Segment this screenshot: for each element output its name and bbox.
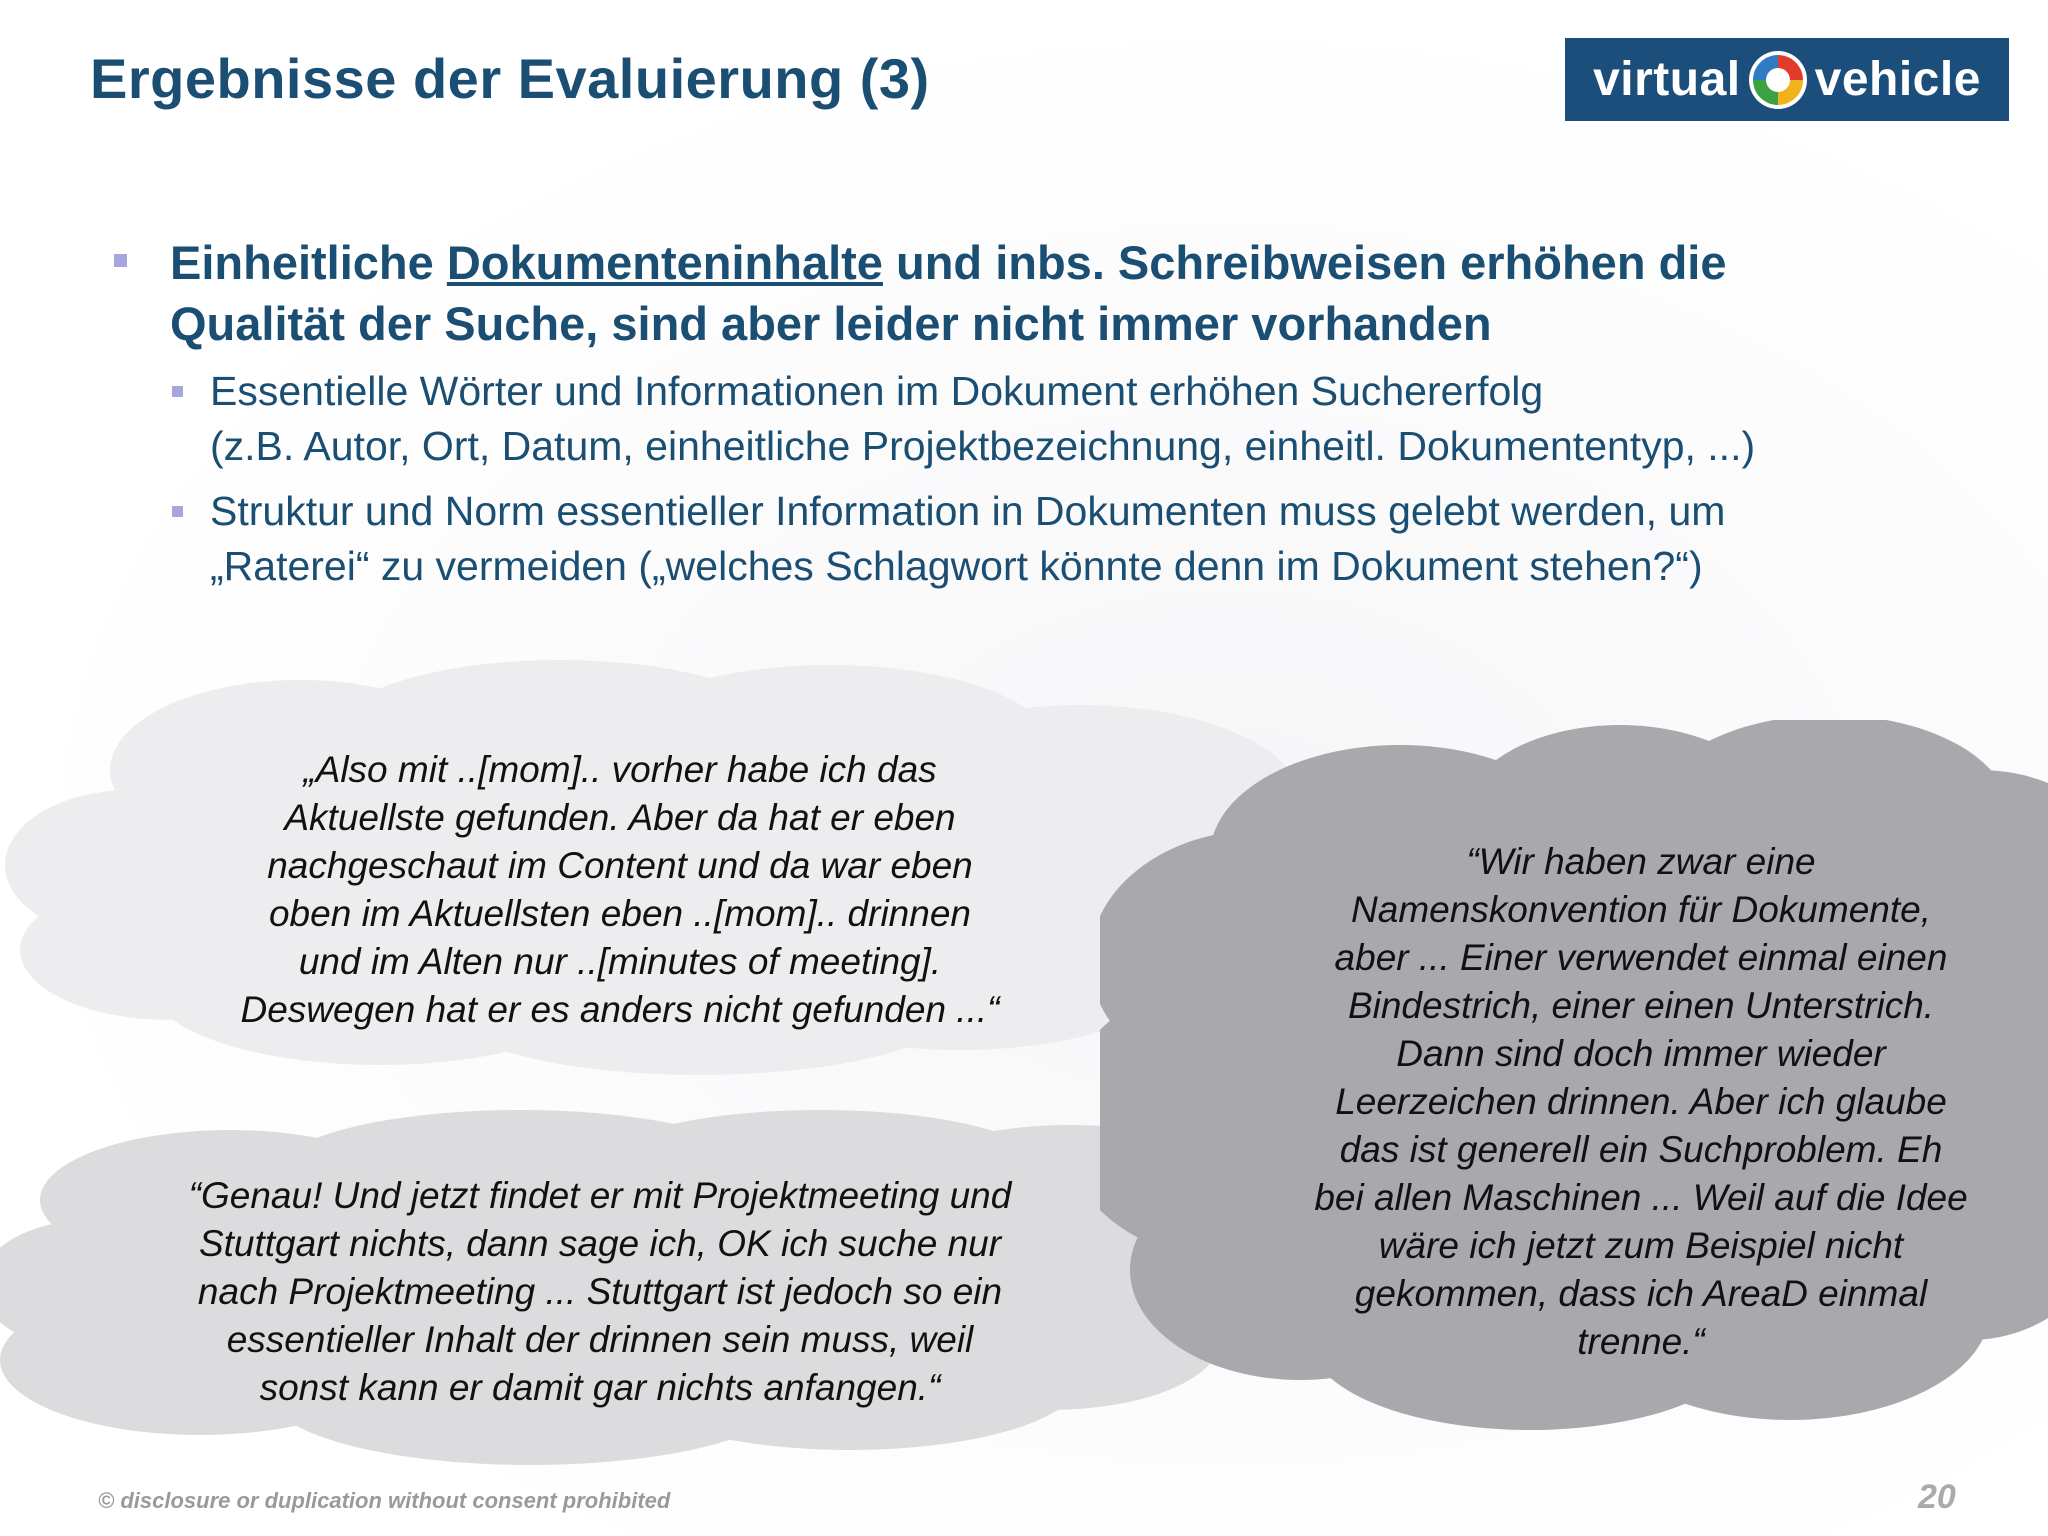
quote-line: Deswegen hat er es anders nicht gefunden ...“ [240,989,1000,1030]
footer-disclaimer: © disclosure or duplication without consent prohibited [98,1488,671,1513]
quote-line: trenne.“ [1577,1321,1705,1362]
quote-line: nachgeschaut im Content und da war eben [267,845,973,886]
quote-line: und im Alten nur ..[minutes of meeting]. [298,941,942,982]
quote-right [1276,838,2006,1366]
quote-line: oben im Aktuellsten eben ..[mom].. drinnen [268,893,971,934]
quote-line: gekommen, dass ich AreaD einmal [1354,1273,1928,1314]
main-bullet-text-2: und inbs. Schreibweisen erhöhen die [882,236,1727,289]
page-title: Ergebnisse der Evaluierung (3) [90,47,930,110]
main-bullet-underlined: Dokumenteninhalte [446,236,883,289]
quote-line: Aktuellste gefunden. Aber da hat er eben [284,797,956,838]
quote-line: Namenskonvention für Dokumente, [1351,889,1931,930]
sub-bullet-2 [210,484,1990,594]
quote-line: “Wir haben zwar eine [1466,841,1816,882]
quote-line: Leerzeichen drinnen. Aber ich glaube [1335,1081,1947,1122]
sub-bullet-2-line1: Struktur und Norm essentieller Information in Dokumenten muss gelebt werden, um [210,488,1726,534]
main-bullet [170,232,1970,354]
quote-line: sonst kann er damit gar nichts anfangen.“ [259,1367,941,1408]
quote-line: wäre ich jetzt zum Beispiel nicht [1378,1225,1904,1266]
quote-line: Bindestrich, einer einen Unterstrich. [1347,985,1935,1026]
quote-line: Stuttgart nichts, dann sage ich, OK ich suche nur [198,1223,1002,1264]
quote-line: „Also mit ..[mom].. vorher habe ich das [303,749,937,790]
logo-wheel-icon [1747,49,1809,111]
sub-bullet-1-line2: (z.B. Autor, Ort, Datum, einheitliche Projektbezeichnung, einheitl. Dokumententyp, ...) [210,423,1756,469]
logo-left-word: virtual [1593,53,1741,106]
quote-line: “Genau! Und jetzt findet er mit Projektmeeting und [188,1175,1012,1216]
quote-line: das ist generell ein Suchproblem. Eh [1339,1129,1943,1170]
quote-line: Dann sind doch immer wieder [1396,1033,1886,1074]
sub-bullet-marker [172,506,183,517]
quote-line: nach Projektmeeting ... Stuttgart ist jedoch so ein [197,1271,1003,1312]
sub-bullet-2-line2: „Raterei“ zu vermeiden („welches Schlagwort könnte denn im Dokument stehen?“) [210,543,1703,589]
sub-bullet-1 [210,364,1990,474]
quote-top-left [180,746,1060,1034]
logo-right-word: vehicle [1814,53,1981,106]
quote-line: essentieller Inhalt der drinnen sein muss, weil [226,1319,974,1360]
sub-bullet-marker [172,386,183,397]
virtual-vehicle-logo [1565,38,2009,121]
quote-line: aber ... Einer verwendet einmal einen [1334,937,1948,978]
quote-line: bei allen Maschinen ... Weil auf die Idee [1314,1177,1968,1218]
page-number: 20 [1918,1478,1956,1516]
main-bullet-text-1: Einheitliche [170,236,447,289]
quote-bottom-left [140,1172,1060,1412]
bullet-marker [114,254,127,267]
sub-bullet-1-line1: Essentielle Wörter und Informationen im Dokument erhöhen Suchererfolg [210,368,1544,414]
main-bullet-line2: Qualität der Suche, sind aber leider nicht immer vorhanden [170,297,1492,350]
